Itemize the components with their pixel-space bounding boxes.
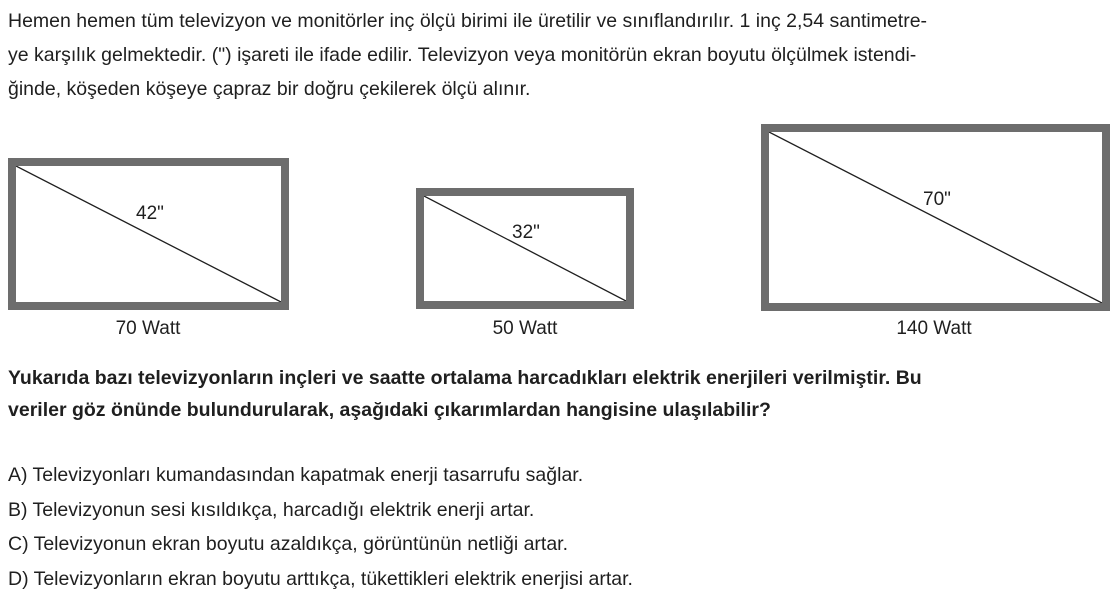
option-text: Televizyonların ekran boyutu arttıkça, tükettikleri elektrik enerjisi artar. xyxy=(34,568,633,590)
tv-70-inch xyxy=(761,124,1110,311)
tv-diagonal-line xyxy=(16,166,281,302)
intro-paragraph xyxy=(8,4,1108,106)
question-line-1: Yukarıda bazı televizyonların inçleri ve saatte ortalama harcadıkları elektrik enerjileri verilmiştir. Bu xyxy=(8,367,922,389)
option-letter: D) xyxy=(8,568,29,590)
option-letter: A) xyxy=(8,464,28,486)
option-c[interactable] xyxy=(8,527,633,562)
option-text: Televizyonun ekran boyutu azaldıkça, görüntünün netliği artar. xyxy=(34,533,568,555)
question-line-2: veriler göz önünde bulundurularak, aşağıdaki çıkarımlardan hangisine ulaşılabilir? xyxy=(8,399,771,421)
tv-diagonal-line xyxy=(769,132,1102,303)
option-letter: B) xyxy=(8,499,28,521)
tv-diagonal-line xyxy=(424,196,626,301)
option-d[interactable] xyxy=(8,562,633,596)
tv-power-label-140: 140 Watt xyxy=(874,318,994,340)
option-text: Televizyonun sesi kısıldıkça, harcadığı elektrik enerji artar. xyxy=(33,499,535,521)
option-a[interactable] xyxy=(8,458,633,493)
answer-options xyxy=(8,458,633,596)
option-letter: C) xyxy=(8,533,29,555)
tv-size-label-70: 70" xyxy=(923,189,951,211)
tv-power-label-70: 70 Watt xyxy=(88,318,208,340)
tv-size-label-42: 42" xyxy=(136,203,164,225)
intro-line-2: ye karşılık gelmektedir. (") işareti ile ifade edilir. Televizyon veya monitörün ekran boyutu ölçülmek istendi- xyxy=(8,44,916,66)
tv-42-inch xyxy=(8,158,289,310)
option-b[interactable] xyxy=(8,493,633,528)
tv-32-inch xyxy=(416,188,634,309)
tv-power-label-50: 50 Watt xyxy=(465,318,585,340)
question-text xyxy=(8,362,1108,426)
tv-size-label-32: 32" xyxy=(512,222,540,244)
option-text: Televizyonları kumandasından kapatmak enerji tasarrufu sağlar. xyxy=(33,464,584,486)
intro-line-3: ğinde, köşeden köşeye çapraz bir doğru çekilerek ölçü alınır. xyxy=(8,78,530,100)
intro-line-1: Hemen hemen tüm televizyon ve monitörler inç ölçü birimi ile üretilir ve sınıflandırılır. 1 inç 2,54 santimetre- xyxy=(8,10,927,32)
